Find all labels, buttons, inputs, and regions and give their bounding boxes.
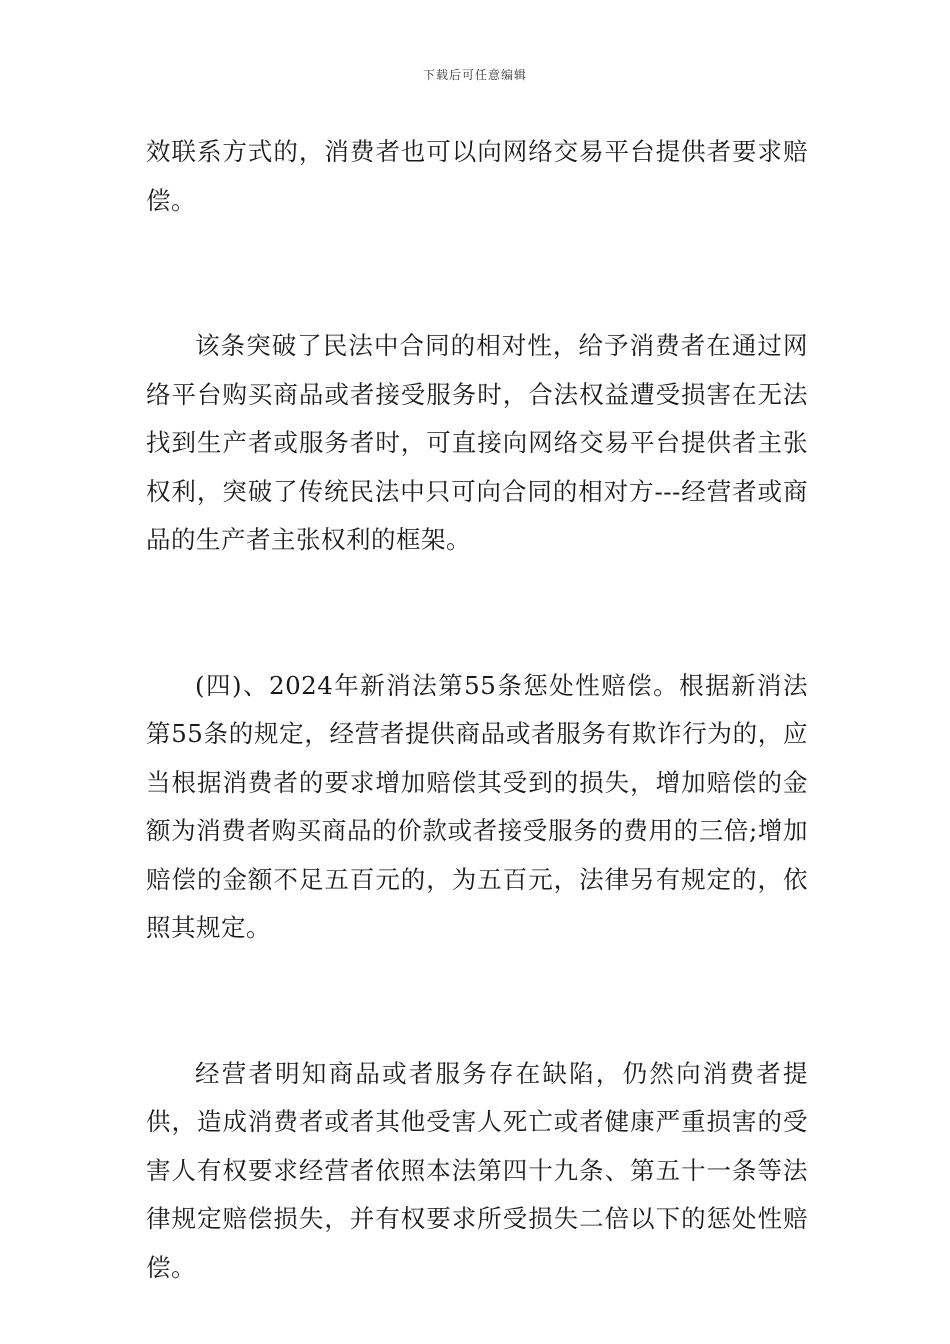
document-body [146, 128, 808, 1292]
paragraph-gap [146, 225, 808, 322]
paragraph-relativity: 该条突破了民法中合同的相对性，给予消费者在通过网络平台购买商品或者接受服务时，合法权益遭受损害在无法找到生产者或服务者时，可直接向网络交易平台提供者主张权利，突破了传统民法中只可向合同的相对方---经营者或商品的生产者主张权利的框架。 [146, 331, 808, 554]
paragraph-gap [146, 953, 808, 1050]
paragraph-gap [146, 565, 808, 662]
page-header: 下载后可任意编辑 [422, 68, 527, 82]
paragraph-punitive-damages: 经营者明知商品或者服务存在缺陷，仍然向消费者提供，造成消费者或者其他受害人死亡或者健康严重损害的受害人有权要求经营者依照本法第四十九条、第五十一条等法律规定赔偿损失，并有权要求所受损失二倍以下的惩处性赔偿。 [146, 1058, 808, 1282]
paragraph-continuation: 效联系方式的，消费者也可以向网络交易平台提供者要求赔偿。 [146, 137, 808, 215]
paragraph-article-55: (四)、2024年新消法第55条惩处性赔偿。根据新消法第55条的规定，经营者提供商品或者服务有欺诈行为的，应当根据消费者的要求增加赔偿其受到的损失，增加赔偿的金额为消费者购买商品的价款或者接受服务的费用的三倍;增加赔偿的金额不足五百元的，为五百元，法律另有规定的，依照其规定。 [146, 670, 808, 942]
